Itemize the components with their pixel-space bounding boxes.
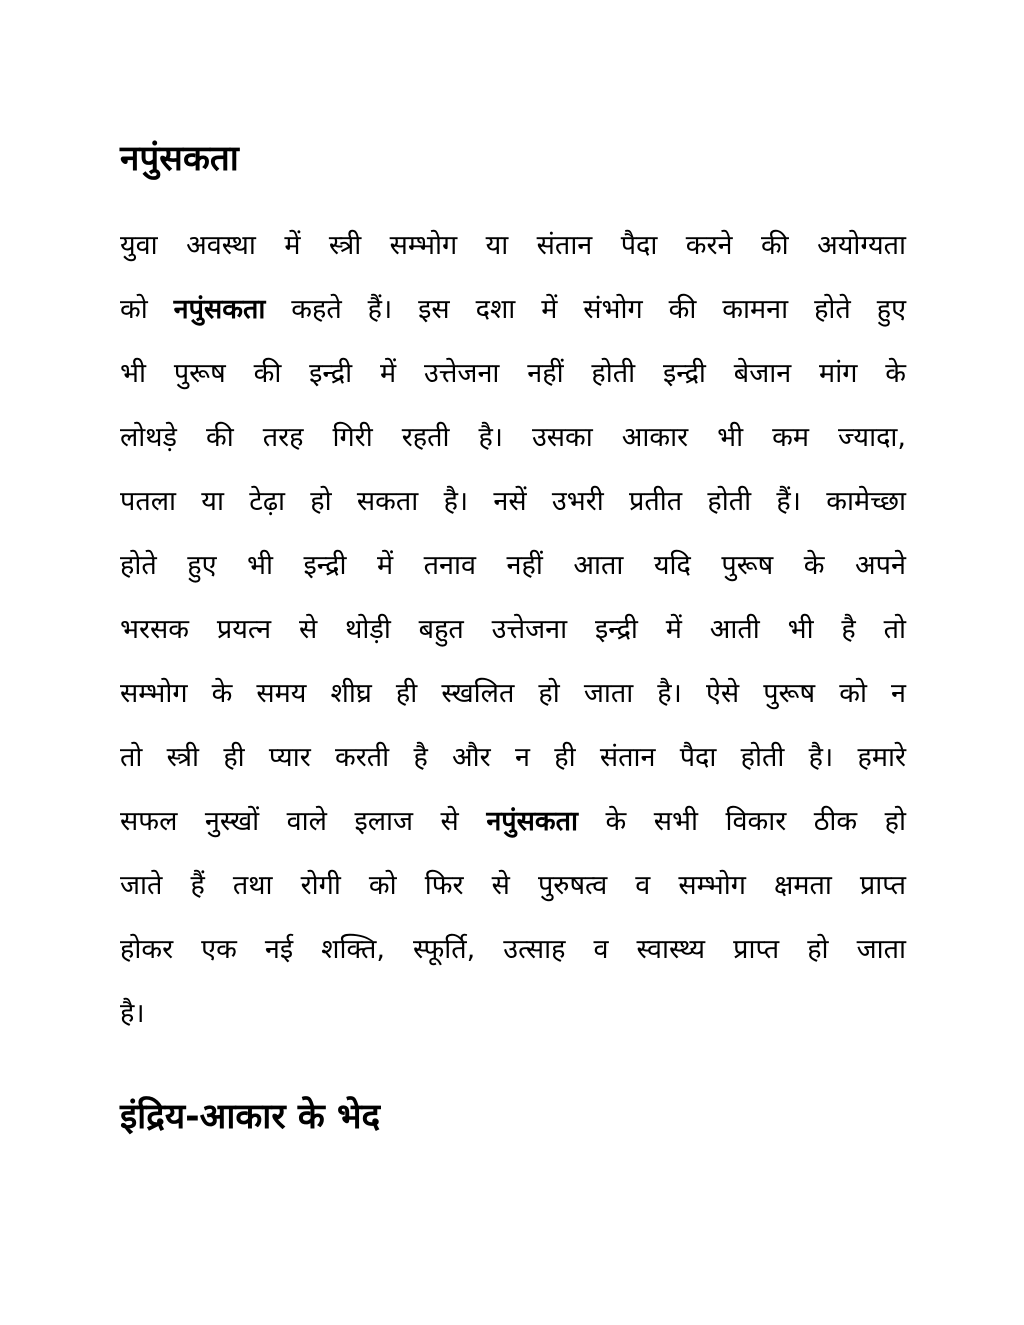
line-text: कहते हैं। इस दशा में संभोग की कामना होते हुए — [265, 294, 906, 325]
paragraph-line: जाते हैं तथा रोगी को फिर से पुरुषत्व व सम्भोग क्षमता प्राप्त — [120, 870, 906, 901]
paragraph-line: लोथड़े की तरह गिरी रहती है। उसका आकार भी कम ज्यादा, — [120, 422, 906, 453]
line-text: के सभी विकार ठीक हो — [578, 806, 906, 837]
paragraph-line: युवा अवस्था में स्त्री सम्भोग या संतान पैदा करने की अयोग्यता — [120, 230, 906, 261]
paragraph-line: तो स्त्री ही प्यार करती है और न ही संतान पैदा होती है। हमारे — [120, 742, 906, 773]
paragraph-line: है। — [120, 998, 145, 1029]
paragraph-line — [120, 796, 906, 848]
heading-impotence: नपुंसकता — [120, 139, 239, 179]
heading-organ-size-types: इंद्रिय-आकार के भेद — [120, 1097, 381, 1137]
paragraph-line: होते हुए भी इन्द्री में तनाव नहीं आता यदि पुरूष के अपने — [120, 550, 906, 581]
paragraph-line: होकर एक नई शक्ति, स्फूर्ति, उत्साह व स्वास्थ्य प्राप्त हो जाता — [120, 934, 906, 965]
document-page — [120, 0, 906, 1325]
paragraph-line — [120, 284, 906, 336]
paragraph-line: भरसक प्रयत्न से थोड़ी बहुत उत्तेजना इन्द्री में आती भी है तो — [120, 614, 906, 645]
bold-term: नपुंसकता — [173, 294, 266, 325]
paragraph-line: पतला या टेढ़ा हो सकता है। नसें उभरी प्रतीत होती हैं। कामेच्छा — [120, 486, 906, 517]
line-text: सफल नुस्खों वाले इलाज से — [120, 806, 487, 837]
paragraph-line: सम्भोग के समय शीघ्र ही स्खलित हो जाता है। ऐसे पुरूष को न — [120, 678, 906, 709]
bold-term: नपुंसकता — [486, 806, 579, 837]
paragraph-line: भी पुरूष की इन्द्री में उत्तेजना नहीं होती इन्द्री बेजान मांग के — [120, 358, 906, 389]
line-text: को — [120, 294, 174, 325]
